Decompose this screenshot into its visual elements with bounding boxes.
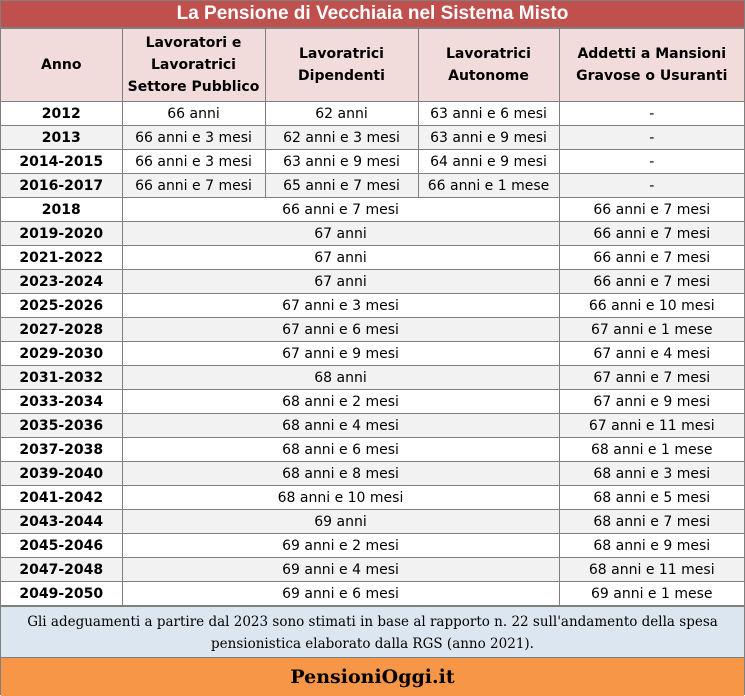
table-row [1, 126, 744, 150]
brand-footer: PensioniOggi.it [1, 657, 744, 696]
general-requirement-cell: 68 anni e 10 mesi [122, 486, 559, 510]
header-settore-pubblico: Lavoratori e Lavoratrici Settore Pubblico [122, 29, 265, 102]
mansioni-gravose-cell: 66 anni e 7 mesi [559, 270, 744, 294]
year-cell: 2018 [1, 198, 122, 222]
pension-age-table [1, 28, 744, 606]
mansioni-gravose-cell: - [559, 102, 744, 126]
settore-pubblico-cell: 66 anni e 3 mesi [122, 150, 265, 174]
general-requirement-cell: 68 anni e 4 mesi [122, 414, 559, 438]
table-row [1, 582, 744, 606]
year-cell: 2049-2050 [1, 582, 122, 606]
header-row [1, 29, 744, 102]
year-cell: 2039-2040 [1, 462, 122, 486]
table-row [1, 342, 744, 366]
year-cell: 2016-2017 [1, 174, 122, 198]
year-cell: 2043-2044 [1, 510, 122, 534]
general-requirement-cell: 67 anni e 6 mesi [122, 318, 559, 342]
mansioni-gravose-cell: 67 anni e 11 mesi [559, 414, 744, 438]
year-cell: 2025-2026 [1, 294, 122, 318]
mansioni-gravose-cell: 68 anni e 11 mesi [559, 558, 744, 582]
mansioni-gravose-cell: 66 anni e 7 mesi [559, 198, 744, 222]
general-requirement-cell: 67 anni [122, 222, 559, 246]
general-requirement-cell: 67 anni e 9 mesi [122, 342, 559, 366]
mansioni-gravose-cell: 69 anni e 1 mese [559, 582, 744, 606]
lavoratrici-autonome-cell: 66 anni e 1 mese [418, 174, 559, 198]
general-requirement-cell: 68 anni e 8 mesi [122, 462, 559, 486]
lavoratrici-dipendenti-cell: 62 anni [265, 102, 418, 126]
table-row [1, 510, 744, 534]
mansioni-gravose-cell: - [559, 174, 744, 198]
header-lavoratrici-autonome: Lavoratrici Autonome [418, 29, 559, 102]
table-row [1, 462, 744, 486]
lavoratrici-dipendenti-cell: 63 anni e 9 mesi [265, 150, 418, 174]
general-requirement-cell: 69 anni e 4 mesi [122, 558, 559, 582]
table-title: La Pensione di Vecchiaia nel Sistema Misto [1, 1, 744, 28]
table-row [1, 390, 744, 414]
lavoratrici-autonome-cell: 63 anni e 6 mesi [418, 102, 559, 126]
year-cell: 2033-2034 [1, 390, 122, 414]
lavoratrici-autonome-cell: 64 anni e 9 mesi [418, 150, 559, 174]
general-requirement-cell: 69 anni e 2 mesi [122, 534, 559, 558]
header-mansioni-gravose: Addetti a Mansioni Gravose o Usuranti [559, 29, 744, 102]
general-requirement-cell: 68 anni [122, 366, 559, 390]
mansioni-gravose-cell: 66 anni e 7 mesi [559, 222, 744, 246]
general-requirement-cell: 68 anni e 6 mesi [122, 438, 559, 462]
year-cell: 2027-2028 [1, 318, 122, 342]
table-row [1, 366, 744, 390]
year-cell: 2029-2030 [1, 342, 122, 366]
general-requirement-cell: 69 anni e 6 mesi [122, 582, 559, 606]
header-lavoratrici-dipendenti: Lavoratrici Dipendenti [265, 29, 418, 102]
general-requirement-cell: 67 anni [122, 270, 559, 294]
general-requirement-cell: 68 anni e 2 mesi [122, 390, 559, 414]
table-row [1, 222, 744, 246]
table-row [1, 294, 744, 318]
year-cell: 2031-2032 [1, 366, 122, 390]
table-row [1, 102, 744, 126]
lavoratrici-dipendenti-cell: 65 anni e 7 mesi [265, 174, 418, 198]
year-cell: 2045-2046 [1, 534, 122, 558]
general-requirement-cell: 69 anni [122, 510, 559, 534]
table-row [1, 174, 744, 198]
table-row [1, 318, 744, 342]
mansioni-gravose-cell: 67 anni e 7 mesi [559, 366, 744, 390]
year-cell: 2013 [1, 126, 122, 150]
year-cell: 2035-2036 [1, 414, 122, 438]
general-requirement-cell: 67 anni e 3 mesi [122, 294, 559, 318]
table-row [1, 150, 744, 174]
table-body [1, 102, 744, 606]
year-cell: 2012 [1, 102, 122, 126]
mansioni-gravose-cell: 68 anni e 3 mesi [559, 462, 744, 486]
mansioni-gravose-cell: 66 anni e 7 mesi [559, 246, 744, 270]
mansioni-gravose-cell: 68 anni e 5 mesi [559, 486, 744, 510]
lavoratrici-autonome-cell: 63 anni e 9 mesi [418, 126, 559, 150]
year-cell: 2021-2022 [1, 246, 122, 270]
year-cell: 2037-2038 [1, 438, 122, 462]
mansioni-gravose-cell: 68 anni e 9 mesi [559, 534, 744, 558]
year-cell: 2014-2015 [1, 150, 122, 174]
table-row [1, 558, 744, 582]
year-cell: 2019-2020 [1, 222, 122, 246]
year-cell: 2023-2024 [1, 270, 122, 294]
settore-pubblico-cell: 66 anni [122, 102, 265, 126]
table-row [1, 438, 744, 462]
table-row [1, 270, 744, 294]
mansioni-gravose-cell: 68 anni e 1 mese [559, 438, 744, 462]
mansioni-gravose-cell: 67 anni e 9 mesi [559, 390, 744, 414]
general-requirement-cell: 67 anni [122, 246, 559, 270]
table-row [1, 486, 744, 510]
footnote: Gli adeguamenti a partire dal 2023 sono stimati in base al rapporto n. 22 sull'andamento della spesa pensionistica elaborato dalla RGS (anno 2021). [1, 606, 744, 657]
lavoratrici-dipendenti-cell: 62 anni e 3 mesi [265, 126, 418, 150]
mansioni-gravose-cell: - [559, 126, 744, 150]
general-requirement-cell: 66 anni e 7 mesi [122, 198, 559, 222]
table-row [1, 534, 744, 558]
mansioni-gravose-cell: 67 anni e 4 mesi [559, 342, 744, 366]
table-row [1, 414, 744, 438]
settore-pubblico-cell: 66 anni e 7 mesi [122, 174, 265, 198]
mansioni-gravose-cell: 68 anni e 7 mesi [559, 510, 744, 534]
header-anno: Anno [1, 29, 122, 102]
mansioni-gravose-cell: - [559, 150, 744, 174]
settore-pubblico-cell: 66 anni e 3 mesi [122, 126, 265, 150]
table-row [1, 246, 744, 270]
table-row [1, 198, 744, 222]
mansioni-gravose-cell: 67 anni e 1 mese [559, 318, 744, 342]
year-cell: 2047-2048 [1, 558, 122, 582]
year-cell: 2041-2042 [1, 486, 122, 510]
mansioni-gravose-cell: 66 anni e 10 mesi [559, 294, 744, 318]
